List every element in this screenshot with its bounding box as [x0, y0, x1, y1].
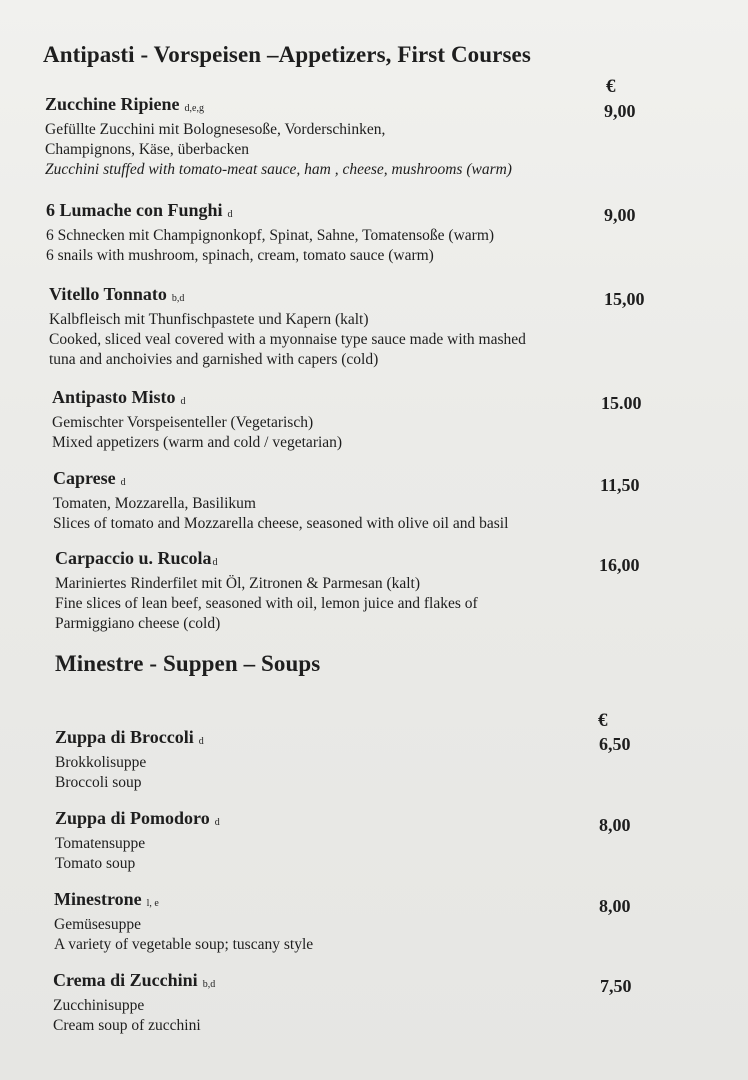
menu-item-lumache-con-funghi: [46, 199, 586, 266]
menu-item-description: Cooked, sliced veal covered with a myonnaise type sauce made with mashed: [49, 331, 526, 348]
menu-item-antipasto-misto: [52, 386, 592, 453]
menu-item-zuppa-di-pomodoro: [55, 807, 595, 874]
menu-item-price: 11,50: [600, 475, 640, 495]
allergen-codes: d: [214, 817, 220, 828]
menu-item-name: Vitello Tonnato b,d: [49, 284, 185, 304]
menu-item-name: Carpaccio u. Rucolad: [55, 548, 218, 568]
menu-item-description: Champignons, Käse, überbacken: [45, 141, 250, 158]
menu-item-crema-di-zucchini: [53, 969, 593, 1036]
menu-item-description: Broccoli soup: [55, 774, 142, 791]
menu-item-description: Tomatensuppe: [55, 835, 146, 852]
menu-item-description: 6 snails with mushroom, spinach, cream, tomato sauce (warm): [46, 247, 434, 264]
menu-item-price: 7,50: [600, 976, 632, 996]
menu-item-description: Mixed appetizers (warm and cold / vegetarian): [52, 434, 343, 451]
menu-item-price: 8,00: [599, 815, 631, 835]
menu-item-description: Mariniertes Rinderfilet mit Öl, Zitronen & Parmesan (kalt): [55, 575, 421, 592]
menu-item-price: 9,00: [604, 205, 636, 225]
menu-item-description: Gemüsesuppe: [54, 916, 141, 933]
minestre-section-title: Minestre - Suppen – Soups: [55, 651, 321, 676]
menu-item-description-english: Zucchini stuffed with tomato-meat sauce, ham , cheese, mushrooms (warm): [45, 161, 512, 178]
allergen-codes: d: [120, 477, 126, 488]
menu-item-name: Zuppa di Pomodoro d: [55, 808, 220, 828]
allergen-codes: b,d: [171, 293, 185, 304]
antipasti-section-title: Antipasti - Vorspeisen –Appetizers, First Courses: [43, 42, 531, 67]
menu-item-description: Gemischter Vorspeisenteller (Vegetarisch): [52, 414, 314, 431]
menu-item-description: Tomaten, Mozzarella, Basilikum: [53, 495, 256, 512]
antipasti-currency-label: €: [606, 76, 616, 97]
allergen-codes: d,e,g: [184, 103, 204, 114]
menu-item-name: Zucchine Ripiene d,e,g: [45, 94, 204, 114]
menu-item-name: 6 Lumache con Funghi d: [46, 200, 233, 220]
allergen-codes: d: [212, 557, 218, 568]
menu-item-name: Caprese d: [53, 468, 126, 488]
menu-item-minestrone: [54, 888, 594, 955]
allergen-codes: d: [227, 209, 233, 220]
menu-item-price: 15,00: [604, 289, 645, 309]
menu-item-description: Slices of tomato and Mozzarella cheese, seasoned with olive oil and basil: [53, 515, 509, 532]
menu-item-description: Parmiggiano cheese (cold): [55, 615, 221, 632]
menu-item-price: 15.00: [601, 393, 642, 413]
minestre-currency-label: €: [598, 710, 608, 731]
menu-item-description: 6 Schnecken mit Champignonkopf, Spinat, Sahne, Tomatensoße (warm): [46, 227, 495, 244]
allergen-codes: l, e: [146, 898, 159, 909]
menu-item-description: Brokkolisuppe: [55, 754, 147, 771]
menu-item-description: tuna and anchoivies and garnished with capers (cold): [49, 351, 379, 368]
menu-item-price: 16,00: [599, 555, 640, 575]
menu-item-price: 8,00: [599, 896, 631, 916]
menu-item-description: Tomato soup: [55, 855, 136, 872]
menu-item-name: Minestrone l, e: [54, 889, 159, 909]
menu-item-description: Gefüllte Zucchini mit Bolognesesoße, Vorderschinken,: [45, 121, 386, 138]
menu-item-caprese: [53, 467, 593, 534]
menu-item-zucchine-ripiene: [45, 93, 585, 180]
menu-item-description: A variety of vegetable soup; tuscany style: [54, 936, 314, 953]
menu-item-name: Crema di Zucchini b,d: [53, 970, 216, 990]
menu-item-vitello-tonnato: [49, 283, 589, 370]
menu-item-description: Zucchinisuppe: [53, 997, 145, 1014]
menu-item-price: 9,00: [604, 101, 636, 121]
menu-item-carpaccio-u-rucola: [55, 547, 595, 634]
menu-item-name: Zuppa di Broccoli d: [55, 727, 204, 747]
allergen-codes: b,d: [202, 979, 216, 990]
allergen-codes: d: [198, 736, 204, 747]
menu-item-name: Antipasto Misto d: [52, 387, 186, 407]
menu-item-zuppa-di-broccoli: [55, 726, 595, 793]
menu-item-description: Cream soup of zucchini: [53, 1017, 201, 1034]
allergen-codes: d: [180, 396, 186, 407]
menu-item-price: 6,50: [599, 734, 631, 754]
menu-item-description: Kalbfleisch mit Thunfischpastete und Kapern (kalt): [49, 311, 369, 328]
menu-item-description: Fine slices of lean beef, seasoned with oil, lemon juice and flakes of: [55, 595, 478, 612]
